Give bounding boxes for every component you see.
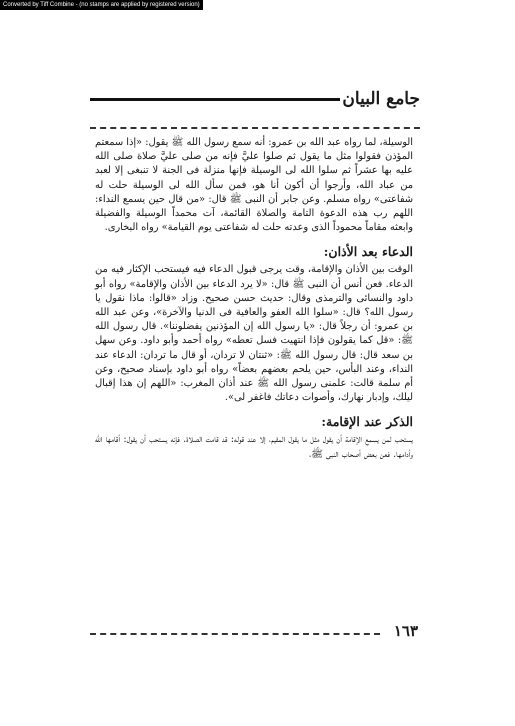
section-heading-dhikr-at-iqama: الذكر عند الإقامة:	[321, 414, 413, 430]
header-dashed-divider	[90, 127, 420, 129]
page-number: ١٦٣	[393, 622, 418, 640]
page-footer	[90, 624, 420, 644]
paragraph-opening: الوسيلة، لما رواه عبد الله بن عمرو: أنه سمع رسول الله ﷺ يقول: «إذا سمعتم المؤذن فقولوا مثل ما يقول ثم صلوا عليَّ فإنه من صلى عليَّ صلاة صلى الله عليه بها عشراً ثم سلوا الله لى الوسيلة فإنها منزلة فى الجنة لا تنبغى إلا لعبد من عباد الله، وأرجوا أن أكون أنا هو، فمن سأل الله لى الوسيلة حلت له شفاعتى» رواه مسلم. وعن جابر أن النبى ﷺ قال: «من قال حين يسمع النداء: اللهم رب هذه الدعوة التامة والصلاة القائمة، آت محمداً الوسيلة والفضيلة وابعثه مقاماً محموداً الذى وعدته حلت له شفاعتى يوم القيامة» رواه البخارى.	[95, 137, 413, 234]
page-header	[90, 88, 420, 112]
book-title: جامع البيان	[342, 89, 420, 109]
section-text-dhikr-at-iqama: يستحب لمن يسمع الإقامة أن يقول مثل ما يقول المقيم، إلا عند قوله: قد قامت الصلاة. فإنه يستحب أن يقول: أقامها الله وأدامها. فعن بعض أصحاب النبى ﷺ،	[95, 434, 413, 460]
header-rule	[90, 98, 340, 101]
section-heading-dua-after-adhan: الدعاء بعد الأذان:	[323, 244, 413, 260]
page-body	[95, 136, 413, 462]
section-text-dua-after-adhan: الوقت بين الأذان والإقامة، وقت يرجى قبول الدعاء فيه فيستحب الإكثار فيه من الدعاء. فعن أنس أن النبى ﷺ قال: «لا يرد الدعاء بين الأذان والإقامة» رواه أبو داود والنسائى والترمذى وقال: حديث حسن صحيح. وزاد «قالوا: ماذا نقول يا رسول الله؟ قال: «سلوا الله العفو والعافية فى الدنيا والآخرة»، وعن عبد الله بن عمرو: أن رجلاً قال: «يا رسول الله إن المؤذنين يفضلوننا». قال رسول الله ﷺ: «قل كما يقولون فإذا انتهيت فسل تعطه» رواه أحمد وأبو داود. وعن سهل بن سعد قال: قال رسول الله ﷺ: «ثنتان لا تردان، أو قال ما تردان: الدعاء عند النداء، وعند البأس، حين يلحم بعضهم بعضاً» رواه أبو داود بإسناد صحيح، وعن أم سلمة قالت: علمنى رسول الله ﷺ عند أذان المغرب: «اللهم إن هذا إقبال ليلك، وإدبار نهارك، وأصوات دعاتك فاغفر لى».	[95, 264, 413, 404]
converter-stamp: Converted by Tiff Combine - (no stamps are applied by registered version)	[0, 0, 203, 10]
footer-dashed-divider	[90, 633, 380, 635]
